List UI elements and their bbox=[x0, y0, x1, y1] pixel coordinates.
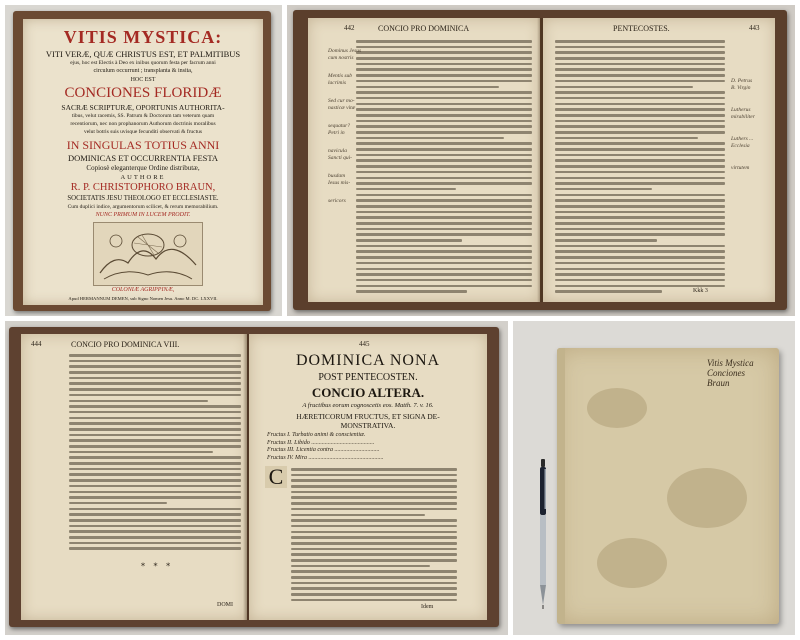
ballpoint-pen-icon bbox=[539, 459, 547, 609]
title-line: Cum duplici indice, argumentorum scilicet, & rerum memorabilium. bbox=[67, 204, 219, 210]
body-text bbox=[69, 354, 241, 553]
text-line bbox=[69, 491, 241, 494]
dominica-spread-photo bbox=[5, 321, 508, 635]
text-line bbox=[555, 256, 725, 259]
title-line: recentiorum, nec non prophanorum Authorum doctrinis moralibus bbox=[70, 121, 216, 127]
text-line bbox=[291, 502, 457, 505]
text-line bbox=[69, 462, 241, 465]
text-line bbox=[356, 216, 532, 219]
page-number: 442 bbox=[344, 24, 355, 32]
text-line bbox=[555, 97, 725, 100]
sermon-topic-cont: MONSTRATIVA. bbox=[340, 421, 396, 430]
text-line bbox=[291, 508, 457, 511]
text-line bbox=[69, 485, 241, 488]
closed-book-photo bbox=[513, 321, 795, 635]
text-line bbox=[555, 216, 725, 219]
text-line bbox=[69, 400, 208, 403]
text-line bbox=[356, 228, 532, 231]
text-line bbox=[69, 479, 241, 482]
text-line bbox=[356, 182, 532, 185]
margin-note: B. Virgin bbox=[731, 84, 751, 91]
margin-note: Lutherus bbox=[731, 107, 751, 113]
title-line: IN SINGULAS TOTIUS ANNI bbox=[66, 138, 220, 152]
text-line bbox=[555, 159, 725, 162]
text-line bbox=[555, 137, 698, 140]
page-number: 445 bbox=[359, 340, 370, 348]
text-line bbox=[69, 428, 241, 431]
catchword: DOMI bbox=[217, 602, 233, 608]
text-line bbox=[555, 63, 725, 66]
text-line bbox=[69, 360, 241, 363]
margin-note: virtutem bbox=[731, 165, 750, 171]
book-binding bbox=[293, 10, 787, 310]
text-line bbox=[356, 97, 532, 100]
text-line bbox=[356, 57, 532, 60]
title-line: Copiosè eleganterque Ordine distributæ, bbox=[86, 164, 200, 172]
text-line bbox=[356, 165, 532, 168]
text-line bbox=[356, 211, 532, 214]
text-line bbox=[356, 285, 532, 288]
text-line bbox=[291, 485, 457, 488]
text-line bbox=[555, 120, 725, 123]
text-line bbox=[69, 513, 241, 516]
margin-note: Mentis sub bbox=[328, 73, 352, 79]
running-header: PENTECOSTES. bbox=[613, 24, 670, 33]
right-page bbox=[543, 18, 775, 302]
text-line bbox=[555, 290, 662, 293]
title-page-photo bbox=[5, 5, 282, 316]
text-line bbox=[291, 514, 425, 517]
fructus-item: Fructus I. Turbatio animi & conscientiæ. bbox=[267, 432, 366, 438]
text-line bbox=[356, 108, 532, 111]
text-line bbox=[555, 228, 725, 231]
text-line bbox=[69, 434, 241, 437]
text-line bbox=[555, 108, 725, 111]
margin-notes bbox=[731, 78, 755, 172]
drop-capital: C bbox=[265, 466, 287, 488]
text-line bbox=[356, 199, 532, 202]
margin-note: D. Petrus bbox=[731, 78, 753, 84]
text-line bbox=[555, 171, 725, 174]
text-line bbox=[291, 582, 457, 585]
text-line bbox=[555, 131, 725, 134]
text-line bbox=[356, 205, 532, 208]
text-line bbox=[555, 205, 725, 208]
binding-spine-edge bbox=[557, 348, 565, 624]
text-line bbox=[291, 531, 457, 534]
text-line bbox=[356, 46, 532, 49]
sermon-heading: CONCIO ALTERA. bbox=[311, 385, 425, 400]
margin-note: Sed cur mo- bbox=[328, 98, 355, 104]
text-line bbox=[555, 165, 725, 168]
text-line bbox=[555, 125, 725, 128]
text-line bbox=[555, 57, 725, 60]
text-line bbox=[555, 80, 725, 83]
fructus-item: Fructus III. Licentia contra .............................. bbox=[267, 447, 380, 453]
text-line bbox=[356, 91, 532, 94]
text-line bbox=[356, 137, 504, 140]
text-line bbox=[291, 570, 457, 573]
text-line bbox=[69, 417, 241, 420]
text-line bbox=[555, 199, 725, 202]
margin-note: Iesus mis- bbox=[328, 179, 351, 186]
margin-note: lacrimis bbox=[328, 79, 347, 86]
stain bbox=[667, 468, 747, 528]
scripture-reference: A fructibus eorum cognoscetis eos. Matth. 7. v. 16. bbox=[302, 402, 434, 409]
text-line bbox=[555, 148, 725, 151]
text-line bbox=[69, 394, 241, 397]
text-line bbox=[555, 177, 725, 180]
title-line: velut botris suis uvisque fecunditi observati & fructus bbox=[83, 129, 203, 135]
text-line bbox=[291, 553, 457, 556]
text-line bbox=[291, 576, 457, 579]
text-line bbox=[291, 491, 457, 494]
text-line bbox=[291, 496, 457, 499]
text-line bbox=[69, 445, 241, 448]
text-line bbox=[356, 74, 532, 77]
text-line bbox=[356, 154, 532, 157]
text-line bbox=[69, 382, 241, 385]
text-line bbox=[291, 474, 457, 477]
text-line bbox=[69, 439, 241, 442]
manuscript-inscription bbox=[707, 358, 754, 388]
margin-notes bbox=[328, 48, 361, 205]
title-line: HOC EST bbox=[130, 77, 156, 83]
book-binding bbox=[9, 327, 499, 627]
text-line bbox=[356, 171, 532, 174]
title-line: NUNC PRIMUM IN LUCEM PRODIT. bbox=[95, 212, 191, 218]
text-line bbox=[69, 519, 241, 522]
text-line bbox=[356, 142, 532, 145]
text-line bbox=[555, 268, 725, 271]
text-line bbox=[69, 422, 241, 425]
text-line bbox=[69, 388, 241, 391]
title-page bbox=[23, 19, 263, 305]
text-line bbox=[356, 177, 532, 180]
text-line bbox=[555, 74, 725, 77]
text-line bbox=[356, 256, 532, 259]
catchword: Idem bbox=[421, 604, 434, 610]
text-line bbox=[555, 68, 725, 71]
text-line bbox=[291, 479, 457, 482]
body-text bbox=[291, 468, 457, 605]
signature-mark: Kkk 3 bbox=[693, 288, 708, 294]
text-line bbox=[356, 222, 532, 225]
text-line bbox=[69, 547, 241, 550]
text-line bbox=[356, 148, 532, 151]
text-line bbox=[69, 508, 241, 511]
running-header: CONCIO PRO DOMINICA VIII. bbox=[71, 340, 180, 349]
text-line bbox=[555, 103, 725, 106]
page-number: 443 bbox=[749, 24, 760, 32]
text-line bbox=[291, 525, 457, 528]
text-line bbox=[356, 63, 532, 66]
title-line: R. P. CHRISTOPHORO BRAUN, bbox=[70, 182, 216, 193]
text-line bbox=[291, 565, 430, 568]
ornament-stars: * * * bbox=[141, 562, 174, 571]
text-line bbox=[356, 159, 532, 162]
printer-device-engraving bbox=[93, 222, 203, 286]
text-line bbox=[356, 250, 532, 253]
text-line bbox=[291, 468, 457, 471]
fructus-list bbox=[267, 432, 384, 462]
title-line: VITIS MYSTICA: bbox=[63, 27, 223, 47]
text-line bbox=[555, 239, 657, 242]
text-line bbox=[291, 536, 457, 539]
left-page bbox=[308, 18, 540, 302]
text-line bbox=[356, 51, 532, 54]
title-line: ejus, hoc est Electis à Deo ex inibus quorum festa per facrum anni bbox=[70, 60, 216, 66]
margin-note: Dominus Jesus bbox=[328, 48, 362, 54]
text-line bbox=[69, 451, 213, 454]
text-line bbox=[356, 40, 532, 43]
text-line bbox=[69, 542, 241, 545]
text-line bbox=[555, 262, 725, 265]
text-line bbox=[555, 46, 725, 49]
text-line bbox=[555, 233, 725, 236]
vellum-binding bbox=[557, 348, 779, 624]
text-line bbox=[555, 211, 725, 214]
inscription-line: Braun bbox=[707, 378, 730, 388]
imprint-line: Apud HERMANNUM DEMEN, sub Signo Nomen Jesu. Anno M. DC. LXXVII. bbox=[68, 296, 218, 301]
text-line bbox=[356, 114, 532, 117]
right-page bbox=[249, 334, 487, 620]
text-line bbox=[555, 222, 725, 225]
text-line bbox=[356, 86, 499, 89]
text-line bbox=[356, 188, 456, 191]
text-line bbox=[356, 273, 532, 276]
text-line bbox=[291, 548, 457, 551]
sermon-subtitle: POST PENTECOSTEN. bbox=[318, 372, 418, 383]
text-line bbox=[356, 239, 462, 242]
margin-note: navicula bbox=[328, 148, 347, 154]
margin-note: Sancti qui- bbox=[328, 154, 352, 161]
open-spread-photo bbox=[287, 5, 795, 316]
text-line bbox=[555, 114, 725, 117]
margin-note: Luthers ... bbox=[731, 136, 754, 142]
text-line bbox=[69, 496, 241, 499]
margin-note: Petri in bbox=[328, 129, 345, 136]
stain bbox=[587, 388, 647, 428]
text-line bbox=[69, 525, 241, 528]
sermon-title: DOMINICA NONA bbox=[295, 352, 441, 369]
text-line bbox=[291, 542, 457, 545]
text-line bbox=[555, 194, 725, 197]
margin-note: mirabiliter bbox=[731, 113, 755, 120]
text-line bbox=[69, 536, 241, 539]
text-line bbox=[555, 285, 725, 288]
text-line bbox=[356, 245, 532, 248]
stain bbox=[597, 538, 667, 588]
text-line bbox=[69, 530, 241, 533]
text-line bbox=[69, 502, 167, 505]
text-line bbox=[555, 245, 725, 248]
text-line bbox=[356, 279, 532, 282]
margin-note: Ecclesia bbox=[731, 142, 750, 149]
inscription-line: Conciones bbox=[707, 368, 745, 378]
title-line: circulum occurrunt ; transplanta & insita, bbox=[93, 68, 193, 74]
text-line bbox=[555, 188, 652, 191]
margin-note: sequatur? bbox=[328, 123, 350, 129]
title-line: AUTHORE bbox=[120, 174, 166, 181]
text-line bbox=[69, 365, 241, 368]
title-line: CONCIONES FLORIDÆ bbox=[64, 85, 222, 101]
fructus-item: Fructus II. Libido .......................................... bbox=[267, 439, 375, 446]
margin-note: sericors bbox=[328, 198, 346, 204]
text-line bbox=[356, 68, 532, 71]
text-line bbox=[291, 587, 457, 590]
text-line bbox=[356, 103, 532, 106]
title-line: SACRÆ SCRIPTURÆ, OPORTUNIS AUTHORITA- bbox=[61, 103, 225, 112]
imprint-city: COLONIÆ AGRIPPINÆ, bbox=[111, 287, 175, 293]
text-line bbox=[555, 182, 725, 185]
text-line bbox=[69, 377, 241, 380]
title-line: VITI VERÆ, QUÆ CHRISTUS EST, ET PALMITIBUS bbox=[45, 49, 241, 59]
text-line bbox=[356, 194, 532, 197]
left-page bbox=[21, 334, 247, 620]
text-line bbox=[291, 593, 457, 596]
fructus-item: Fructus IV. Mira .................................................. bbox=[267, 454, 384, 461]
text-line bbox=[291, 519, 457, 522]
margin-note: cum nostris bbox=[328, 54, 354, 61]
text-line bbox=[555, 51, 725, 54]
sermon-topic: HÆRETICORUM FRUCTUS, ET SIGNA DE- bbox=[296, 412, 440, 421]
text-line bbox=[555, 250, 725, 253]
text-line bbox=[69, 456, 241, 459]
title-line: DOMINICAS ET OCCURRENTIA FESTA bbox=[67, 153, 219, 163]
text-line bbox=[555, 86, 693, 89]
running-header: CONCIO PRO DOMINICA bbox=[378, 24, 470, 33]
margin-note: busdam bbox=[328, 173, 346, 179]
text-line bbox=[356, 125, 532, 128]
text-line bbox=[555, 91, 725, 94]
text-line bbox=[356, 262, 532, 265]
text-line bbox=[69, 411, 241, 414]
title-line: SOCIETATIS JESU THEOLOGO ET ECCLESIASTE. bbox=[67, 195, 219, 202]
text-line bbox=[291, 599, 457, 602]
body-text bbox=[555, 40, 725, 296]
text-line bbox=[356, 131, 532, 134]
text-line bbox=[291, 559, 457, 562]
text-line bbox=[69, 405, 241, 408]
text-line bbox=[69, 468, 241, 471]
text-line bbox=[555, 279, 725, 282]
text-line bbox=[356, 290, 467, 293]
title-line: tibus, velut racemis, SS. Patrum & Doctorum tam veterum quam bbox=[71, 113, 215, 119]
inscription-line: Vitis Mystica bbox=[707, 358, 754, 368]
text-line bbox=[555, 40, 725, 43]
text-line bbox=[69, 473, 241, 476]
book-cover-board bbox=[13, 11, 271, 311]
text-line bbox=[356, 233, 532, 236]
text-line bbox=[356, 268, 532, 271]
text-line bbox=[555, 154, 725, 157]
text-line bbox=[69, 354, 241, 357]
text-line bbox=[555, 142, 725, 145]
text-line bbox=[555, 273, 725, 276]
text-line bbox=[69, 371, 241, 374]
text-line bbox=[356, 80, 532, 83]
margin-note: nasticæ vitæ bbox=[328, 104, 356, 111]
text-line bbox=[356, 120, 532, 123]
page-number: 444 bbox=[31, 340, 42, 348]
body-text bbox=[356, 40, 532, 296]
